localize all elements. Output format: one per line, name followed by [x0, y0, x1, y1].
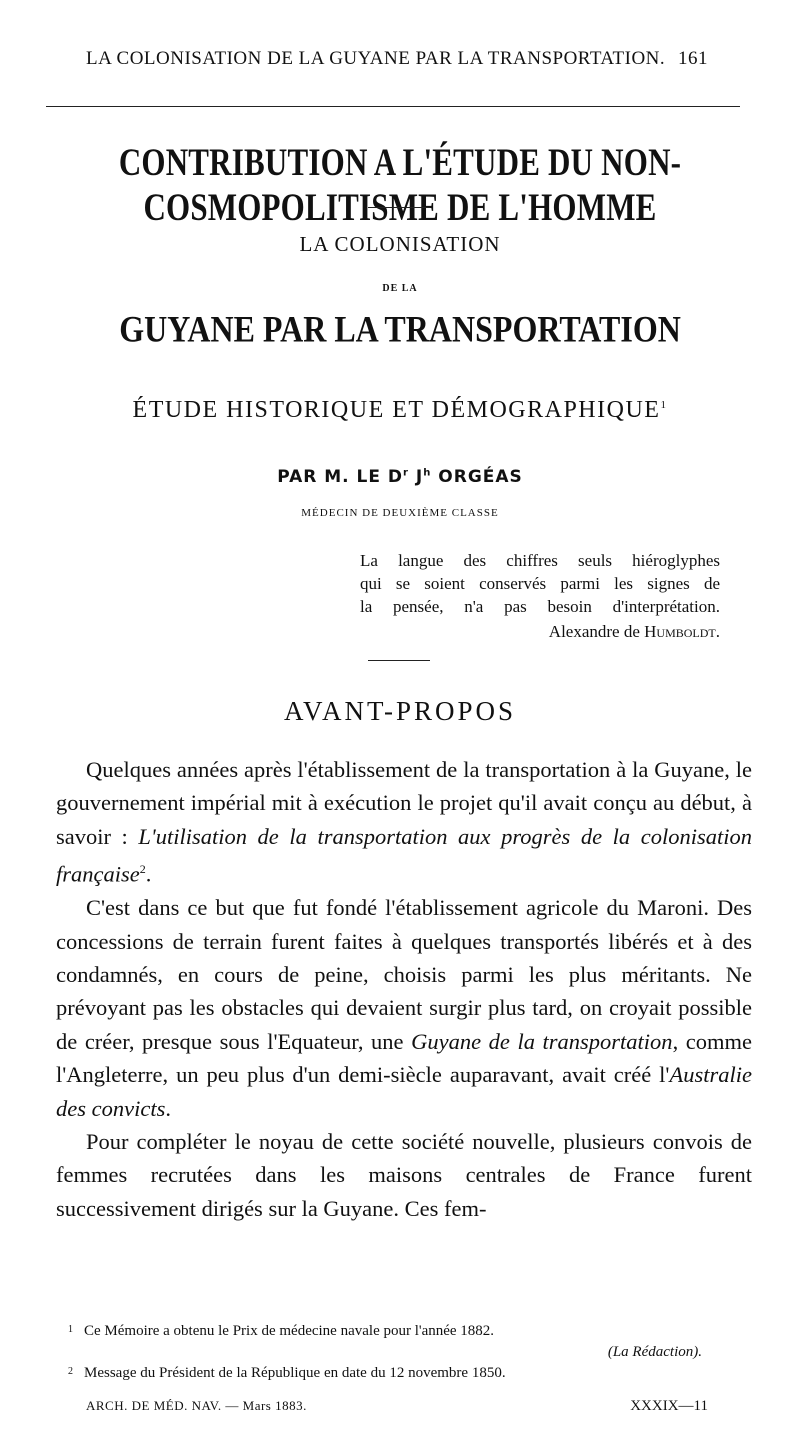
- signature-mark: XXXIX—11: [630, 1398, 708, 1414]
- running-header: [86, 48, 708, 70]
- epigraph-author-first: Alexandre de: [548, 622, 645, 641]
- author-sup-h: h: [423, 467, 432, 479]
- footnote-text: Message du Président de la République en date du 12 novembre 1850.: [84, 1365, 506, 1381]
- paragraph: [56, 891, 752, 1125]
- footnote-1: [56, 1321, 752, 1342]
- footnote-mark: 1: [68, 1324, 73, 1335]
- running-title: LA COLONISATION DE LA GUYANE PAR LA TRANSPORTATION.: [86, 48, 666, 69]
- subtitle-de-la: DE LA: [382, 283, 418, 294]
- subtitle-colonisation: LA COLONISATION: [299, 232, 501, 256]
- footnote-text: Ce Mémoire a obtenu le Prix de médecine navale pour l'année 1882.: [84, 1323, 495, 1339]
- author-name: ORGÉAS: [431, 467, 523, 487]
- paragraph: Pour compléter le noyau de cette société nouvelle, plusieurs convois de femmes recrutées dans les maisons centrales de France furent successivement dirigés sur la Guyane. Ces fem-: [56, 1128, 752, 1221]
- header-rule: [46, 106, 740, 107]
- paragraph-text: .: [145, 861, 152, 887]
- author-prefix: PAR M. LE D: [277, 467, 404, 487]
- paragraph-italic: L'utilisation de la transportation aux progrès de la colonisation française: [56, 823, 752, 887]
- epigraph-author: [360, 620, 720, 643]
- paragraph-text: .: [165, 1095, 171, 1121]
- epigraph-line: qui se soient conservés parmi les signes de: [360, 574, 720, 593]
- paragraph: [56, 753, 752, 891]
- footnote-mark: 2: [68, 1366, 73, 1377]
- epigraph-author-last: Humboldt.: [644, 622, 720, 641]
- subtitle-etude: [0, 397, 800, 424]
- page-footer: [86, 1398, 708, 1415]
- paragraph-text: Quelques années après l'établissement de la transportation à la Guyane, le gouvernement impérial mit à exécution le projet qu'il avait conçu au début, à savoir :: [56, 757, 752, 849]
- paragraph-text: , comme l'Angleterre, un peu plus d'un demi-siècle auparavant, avait créé l': [56, 1028, 752, 1088]
- epigraph-line: La langue des chiffres seuls hiéroglyphes: [360, 551, 720, 570]
- paragraph-italic: Guyane de la transportation: [411, 1028, 673, 1054]
- section-heading: AVANT-PROPOS: [283, 696, 517, 726]
- epigraph-line: la pensée, n'a pas besoin d'interprétation.: [360, 597, 720, 616]
- footnote-2: [56, 1363, 752, 1384]
- paragraph-italic: Australie des convicts: [56, 1062, 752, 1121]
- epigraph: [360, 549, 720, 643]
- journal-citation: ARCH. DE MÉD. NAV. — Mars 1883.: [86, 1398, 307, 1413]
- paragraph-text: C'est dans ce but que fut fondé l'établissement agricole du Maroni. Des concessions de terrain furent faites à quelques transportés libérés et à des condamnés, en cours de peine, choisis parmi les plus méritants. Ne prévoyant pas les obstacles qui devaient surgir plus tard, on croyait possible de créer, presque sous l'Equateur, une: [56, 895, 752, 1054]
- footnote-ref-1: 1: [660, 399, 668, 411]
- article-title: CONTRIBUTION A L'ÉTUDE DU NON-COSMOPOLITISME DE L'HOMME: [118, 140, 682, 229]
- body-text: [56, 753, 752, 1225]
- author-sup-r: r: [403, 467, 409, 479]
- author-line: [0, 467, 800, 487]
- footnote-1-credit: (La Rédaction).: [607, 1344, 702, 1360]
- footnote-ref-2: 2: [139, 862, 146, 877]
- title-divider: [368, 207, 430, 208]
- author-initial: J: [408, 467, 424, 487]
- section-divider: [368, 660, 430, 661]
- author-role: MÉDECIN DE DEUXIÈME CLASSE: [301, 507, 499, 519]
- page-number: 161: [678, 48, 708, 69]
- subtitle-etude-text: ÉTUDE HISTORIQUE ET DÉMOGRAPHIQUE: [132, 397, 661, 423]
- subtitle-guyane: GUYANE PAR LA TRANSPORTATION: [119, 308, 681, 350]
- footnotes: [56, 1321, 752, 1384]
